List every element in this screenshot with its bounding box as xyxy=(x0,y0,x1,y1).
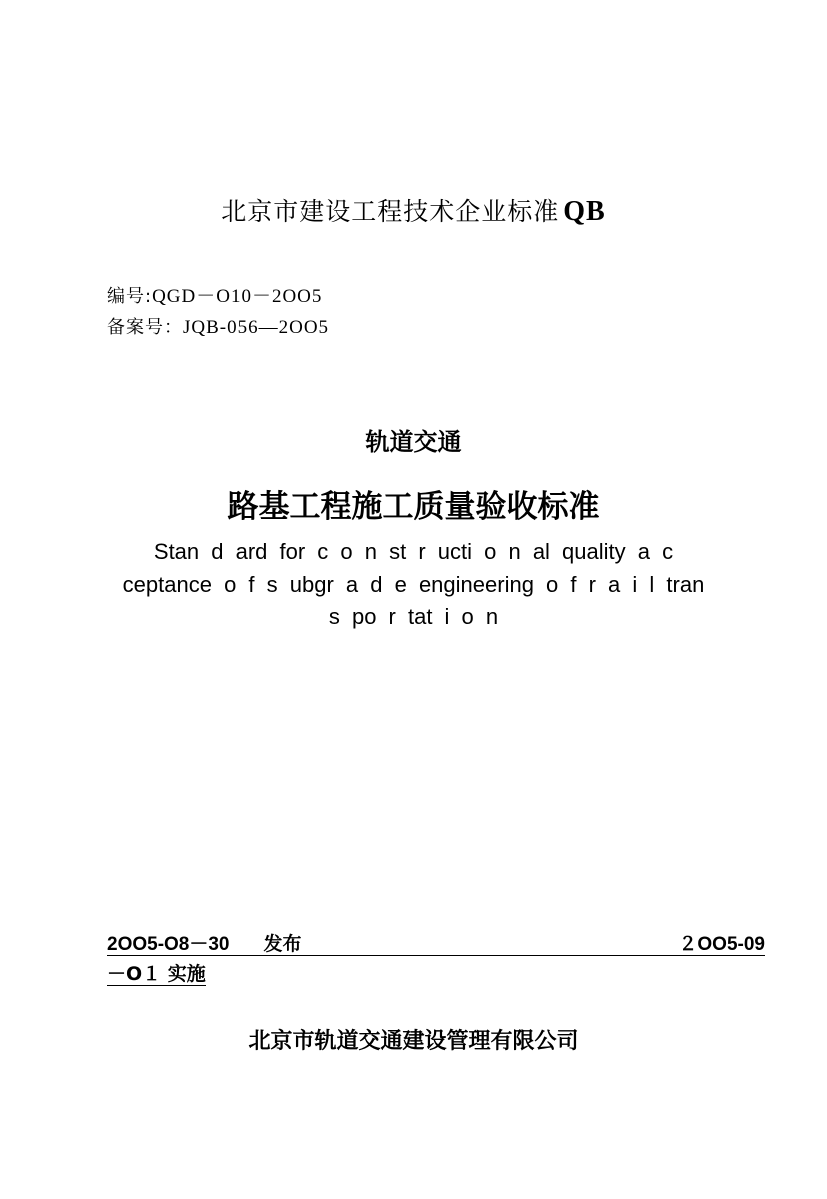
standard-number xyxy=(107,281,322,308)
publish-info xyxy=(107,929,302,956)
english-title: Stan d ard for c o n st r ucti o n al quality a c ceptance o f s ubgr a d e engineering o f r a i l tran s po r tat i o n xyxy=(122,539,705,629)
standard-number-label: 编号: xyxy=(107,286,153,307)
publish-date: 2OO5-O8－30 xyxy=(107,934,230,955)
publish-label: 发布 xyxy=(263,933,302,955)
document-main-title: 路基工程施工质量验收标准 xyxy=(227,489,600,525)
implement-date-start: ２OO5-09 xyxy=(678,934,765,955)
record-number xyxy=(107,313,329,339)
issuing-company: 北京市轨道交通建设管理有限公司 xyxy=(248,1029,579,1054)
standard-number-value: QGD－O10－2OO5 xyxy=(152,286,323,307)
record-number-label: 备案号： xyxy=(107,317,183,338)
document-subtitle: 轨道交通 xyxy=(365,428,462,456)
publish-date-line xyxy=(107,929,765,956)
implement-date-end: －O１ 实施 xyxy=(107,959,206,986)
standard-category-title xyxy=(0,192,827,228)
standard-type-code: QB xyxy=(563,196,606,227)
standard-category-text: 北京市建设工程技术企业标准 xyxy=(221,197,560,226)
record-number-value: JQB-056—2OO5 xyxy=(183,317,330,338)
